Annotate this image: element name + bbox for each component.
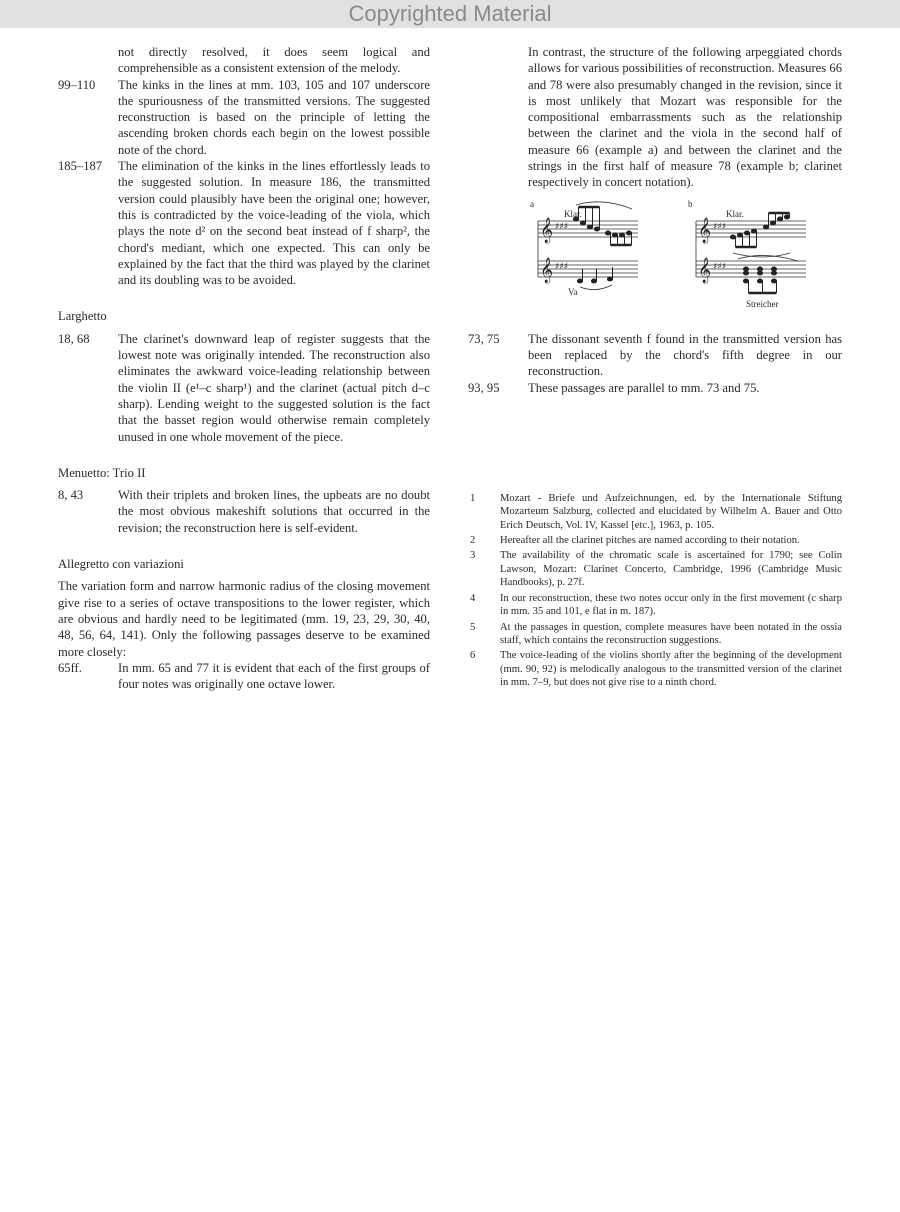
- heading-menuetto: Menuetto: Trio II: [58, 465, 146, 480]
- music-example: [528, 199, 838, 317]
- entry-8-43: [58, 487, 430, 536]
- svg-text:𝄞: 𝄞: [698, 257, 712, 283]
- footnote: [468, 549, 842, 589]
- measure-ref: 73, 75: [468, 331, 500, 346]
- footnote: [468, 621, 842, 648]
- svg-text:♯♯♯: ♯♯♯: [555, 221, 569, 232]
- footnote-number: 2: [470, 535, 476, 547]
- strings-label: Streicher: [746, 298, 779, 309]
- entry-text: In mm. 65 and 77 it is evident that each of the first groups of four notes was originally one octave lower.: [118, 660, 430, 692]
- intro-continuation: not directly resolved, it does seem logical and comprehensible as a consistent extension of the melody.: [118, 45, 430, 76]
- entry-18-68: [58, 331, 430, 445]
- entry-text: The elimination of the kinks in the lines effortlessly leads to the suggested solution. In measure 186, the transmitted version could plausibly have been the original one; however, this is contradicted by the voice-leading of the viola, which plays the note d² on the second beat instead of f sharp², the chord's mediant, which one expected. This can only be explained by the fact that the third was played by the clarinet and its doubling was to be avoided.: [118, 159, 430, 288]
- right-continuation: In contrast, the structure of the following arpeggiated chords allows for various possibilities of reconstruction. Measures 66 and 78 were also presumably changed in the revision, since it is most unlikely that Mozart was responsible for the compositional embarrassments such as the relationship between the clarinet and the viola in the second half of measure 66 (example a) and between the clarinet and the strings in the first half of measure 78 (example b; clarinet respectively in concert notation).: [528, 45, 842, 190]
- example-label-b: b: [688, 198, 693, 209]
- footnote: [468, 592, 842, 619]
- heading-allegretto: Allegretto con variazioni: [58, 557, 184, 572]
- example-label-a: a: [530, 198, 534, 209]
- entry-text: The dissonant seventh f found in the transmitted version has been replaced by the chord's fifth degree in our reconstruction.: [528, 331, 842, 379]
- footnote: [468, 649, 842, 689]
- footnote-number: 4: [470, 592, 476, 604]
- measure-ref: 185–187: [58, 159, 103, 174]
- footnote-number: 5: [470, 621, 476, 633]
- footnote: [468, 534, 842, 547]
- measure-ref: 65ff.: [58, 660, 82, 675]
- measure-ref: 8, 43: [58, 488, 84, 503]
- measure-ref: 93, 95: [468, 380, 500, 395]
- svg-text:♯♯♯: ♯♯♯: [555, 261, 569, 272]
- left-column: [58, 44, 430, 692]
- measure-ref: 18, 68: [58, 331, 90, 346]
- clarinet-label-b: Klar.: [726, 208, 744, 219]
- entry-185-187: [58, 158, 430, 288]
- svg-text:𝄞: 𝄞: [540, 257, 554, 283]
- footnote-text: Mozart - Briefe und Aufzeichnungen, ed. by the Internationale Stiftung Mozarteum Salzburg, collected and elucidated by Wilhelm A. Bauer and Otto Erich Deutsch, Vol. IV, Kassel [etc.], 1963, p. 105.: [500, 492, 842, 531]
- entry-text: The clarinet's downward leap of register suggests that the lowest note was originally intended. The reconstruction also eliminates the awkward voice-leading relationship between the violin II (e¹–c sharp¹) and the clarinet (actual pitch d–c sharp). Lending weight to the suggested solution is the fact that the basset region would otherwise remain completely unused in one whole movement of the piece.: [118, 331, 430, 444]
- footnote-text: In our reconstruction, these two notes occur only in the first movement (c sharp in mm. 35 and 101, e flat in m. 187).: [500, 592, 842, 618]
- svg-text:♯♯♯: ♯♯♯: [713, 221, 727, 232]
- footnote-text: The voice-leading of the violins shortly after the beginning of the development (mm. 90, 92) is melodically analogous to the transmitted version of the clarinet in mm. 7–9, but does not give rise to a ninth chord.: [500, 650, 842, 689]
- footnote-text: At the passages in question, complete measures have been notated in the ossia staff, which contains the reconstruction suggestions.: [500, 621, 842, 646]
- footnote-text: The availability of the chromatic scale is ascertained for 1790; see Colin Lawson, Mozart: Clarinet Concerto, Cambridge, 1996 (Cambridge Music Handbooks), p. 27f.: [500, 550, 842, 589]
- right-column: [468, 44, 842, 692]
- footnote: [468, 492, 842, 532]
- svg-text:𝄞: 𝄞: [540, 217, 554, 243]
- entry-99-110: [58, 77, 430, 158]
- footnotes: [468, 492, 842, 690]
- copyright-watermark: Copyrighted Material: [0, 0, 900, 28]
- entry-text: The kinks in the lines at mm. 103, 105 and 107 underscore the spuriousness of the transmitted versions. The suggested reconstruction is based on the principle of letting the ascending broken chords each begin on the lowest possible note of the chord.: [118, 77, 430, 157]
- svg-text:♯♯♯: ♯♯♯: [713, 261, 727, 272]
- footnote-number: 3: [470, 550, 476, 562]
- entry-text: These passages are parallel to mm. 73 and 75.: [528, 380, 760, 395]
- footnote-number: 1: [470, 492, 476, 504]
- entry-93-95: [468, 380, 842, 396]
- clarinet-label-a: Klar.: [564, 208, 582, 219]
- measure-ref: 99–110: [58, 77, 96, 92]
- svg-text:𝄞: 𝄞: [698, 217, 712, 243]
- heading-larghetto: Larghetto: [58, 309, 107, 324]
- entry-73-75: [468, 331, 842, 380]
- entry-65ff: [58, 660, 430, 693]
- allegretto-paragraph: The variation form and narrow harmonic radius of the closing movement give rise to a series of octave transpositions to the lower register, which are obvious and hardly need to be legitimated (mm. 19, 23, 29, 30, 40, 48, 56, 64, 141). Only the following passages deserve to be examined more closely:: [58, 579, 430, 659]
- footnote-number: 6: [470, 650, 476, 662]
- entry-text: With their triplets and broken lines, the upbeats are no doubt the most obvious makeshift solutions that occurred in the revision; the reconstruction here is self-evident.: [118, 488, 430, 535]
- footnote-text: Hereafter all the clarinet pitches are named according to their notation.: [500, 535, 800, 547]
- viola-label: Va: [568, 286, 578, 297]
